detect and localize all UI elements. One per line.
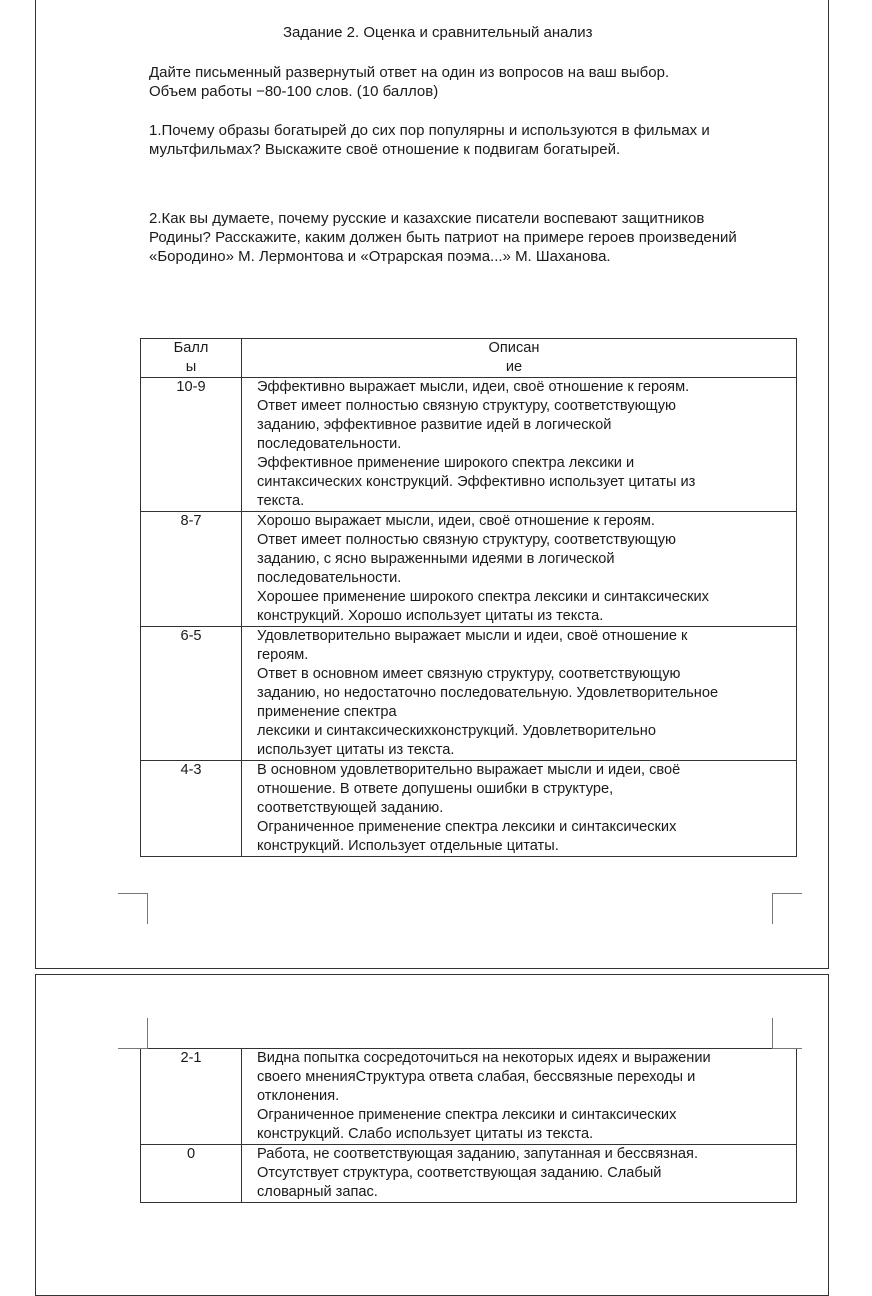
header-score-line-2: ы [185,359,197,375]
rubric-description-line: лексики и синтаксическихконструкций. Удовлетворительно [257,723,656,739]
rubric-score: 0 [141,1145,242,1203]
rubric-description-line: Хорошо выражает мысли, идеи, своё отношение к героям. [257,513,655,529]
header-score [141,339,242,378]
rubric-description-line: последовательности. [257,570,402,586]
rubric-description-line: Эффективно выражает мысли, идеи, своё отношение к героям. [257,379,690,395]
crop-mark-bottom-right [772,893,802,894]
rubric-description [242,1145,797,1203]
question-2: 2.Как вы думаете, почему русские и казахские писатели воспевают защитников Родины? Расскажите, каким должен быть патриот на примере героев произведений «Бородино» М. Лермонтова и «Отрарская поэма...» М. Шаханова. [149,210,737,265]
rubric-description-line: конструкций. Использует отдельные цитаты. [257,838,559,854]
rubric-score: 10-9 [141,378,242,512]
crop-mark-bottom-left [118,893,148,894]
rubric-row [141,378,797,512]
rubric-description [242,378,797,512]
crop-mark-bottom-left-vertical [147,893,148,924]
question-1: 1.Почему образы богатырей до сих пор популярны и используются в фильмах и мультфильмах? Выскажите своё отношение к подвигам богатырей. [149,122,710,158]
rubric-description-line: последовательности. [257,436,402,452]
rubric-description-line: синтаксических конструкций. Эффективно использует цитаты из [257,474,696,490]
rubric-description-line: текста. [257,493,305,509]
header-description [242,339,797,378]
rubric-score: 6-5 [141,627,242,761]
rubric-description-line: своего мненияСтруктура ответа слабая, бессвязные переходы и [257,1069,696,1085]
crop-mark-bottom-right-vertical [772,893,773,924]
rubric-description [242,1049,797,1145]
rubric-description-line: соответствующей заданию. [257,800,444,816]
rubric-row [141,761,797,857]
rubric-description-line: словарный запас. [257,1184,378,1200]
rubric-description-line: использует цитаты из текста. [257,742,455,758]
rubric-description-line: Ограниченное применение спектра лексики и синтаксических [257,1107,677,1123]
rubric-description-line: заданию, с ясно выраженными идеями в логической [257,551,615,567]
rubric-row [141,627,797,761]
rubric-row [141,1049,797,1145]
rubric-table-continued [140,1048,797,1203]
rubric-row [141,1145,797,1203]
instructions-word-count: Объем работы −80-100 слов. [149,83,357,100]
rubric-description-line: конструкций. Слабо использует цитаты из текста. [257,1126,594,1142]
rubric-description-line: Видна попытка сосредоточиться на некоторых идеях и выражении [257,1050,711,1066]
crop-mark-top-left [118,1048,148,1049]
rubric-description-line: Хорошее применение широкого спектра лексики и синтаксических [257,589,709,605]
rubric-description-line: Ответ имеет полностью связную структуру, соответствующую [257,398,676,414]
task-title: Задание 2. Оценка и сравнительный анализ [283,24,593,41]
instructions-points: (10 баллов) [356,83,439,100]
rubric-description [242,512,797,627]
rubric-description [242,761,797,857]
rubric-description-line: заданию, эффективное развитие идей в логической [257,417,612,433]
rubric-description-line: отклонения. [257,1088,340,1104]
rubric-description-line: Работа, не соответствующая заданию, запутанная и бессвязная. [257,1146,698,1162]
rubric-description-line: Ограниченное применение спектра лексики и синтаксических [257,819,677,835]
rubric-description-line: Отсутствует структура, соответствующая заданию. Слабый [257,1165,662,1181]
rubric-description-line: применение спектра [257,704,397,720]
task-instructions [149,63,749,101]
rubric-description-line: конструкций. Хорошо использует цитаты из текста. [257,608,604,624]
rubric-description-line: отношение. В ответе допушены ошибки в структуре, [257,781,614,797]
rubric-score: 4-3 [141,761,242,857]
rubric-score: 2-1 [141,1049,242,1145]
crop-mark-top-left-vertical [147,1018,148,1048]
rubric-description-line: Ответ в основном имеет связную структуру, соответствующую [257,666,681,682]
header-score-line-1: Балл [173,340,209,356]
rubric-description-line: В основном удовлетворительно выражает мысли и идеи, своё [257,762,681,778]
rubric-description-line: Эффективное применение широкого спектра лексики и [257,455,635,471]
rubric-row [141,512,797,627]
rubric-description [242,627,797,761]
rubric-description-line: героям. [257,647,309,663]
header-desc-line-2: ие [505,359,523,375]
rubric-description-line: Ответ имеет полностью связную структуру, соответствующую [257,532,676,548]
rubric-header-row [141,339,797,378]
crop-mark-top-right [772,1048,802,1049]
rubric-score: 8-7 [141,512,242,627]
rubric-table [140,338,797,857]
instructions-line-1: Дайте письменный развернутый ответ на один из вопросов на ваш выбор. [149,64,670,81]
crop-mark-top-right-vertical [772,1018,773,1048]
rubric-description-line: заданию, но недостаточно последовательную. Удовлетворительное [257,685,719,701]
rubric-description-line: Удовлетворительно выражает мысли и идеи, своё отношение к [257,628,688,644]
header-desc-line-1: Описан [488,340,540,356]
